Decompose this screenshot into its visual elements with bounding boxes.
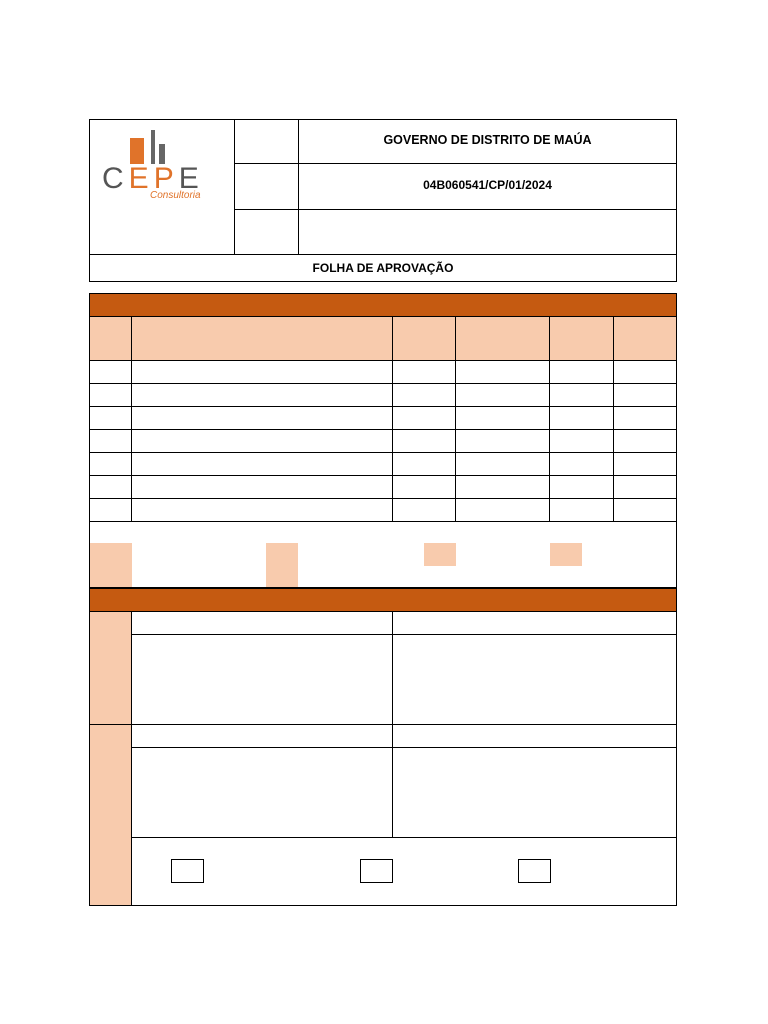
table-row: [89, 361, 677, 383]
approval-block-separator: [89, 724, 677, 725]
legend-chip-4: [550, 543, 582, 566]
legend-chip-3: [424, 543, 456, 566]
revision-col-header-3: [393, 317, 455, 360]
approval-checkbox-2[interactable]: [360, 859, 393, 883]
logo-bar-orange: [130, 138, 144, 164]
table-row: [89, 384, 677, 406]
approval-header-bar-line: [89, 611, 677, 612]
table-row: [89, 407, 677, 429]
approval-checkbox-3[interactable]: [518, 859, 551, 883]
logo-brand-text: CEPE: [102, 162, 204, 195]
revision-col-header-6: [614, 317, 676, 360]
table-row: [89, 453, 677, 475]
approval-checkbox-1[interactable]: [171, 859, 204, 883]
revision-col-header-1: [90, 317, 131, 360]
revision-col-header-5: [550, 317, 613, 360]
document-title: GOVERNO DE DISTRITO DE MAÚA: [383, 133, 592, 147]
revision-col-header-2: [132, 317, 392, 360]
logo-bar-grey-2: [159, 144, 165, 164]
approval-block2-name-line: [131, 747, 677, 748]
revision-col-header-4: [456, 317, 549, 360]
approval-side-label-2: [90, 725, 131, 905]
approval-section-header-bar: [90, 589, 676, 611]
document-subtitle: FOLHA DE APROVAÇÃO: [312, 261, 454, 275]
approval-block2-bottom-line: [131, 837, 677, 838]
document-title-cell: [298, 119, 677, 163]
document-code: 04B060541/CP/01/2024: [423, 178, 552, 192]
table-row: [89, 430, 677, 452]
revision-row-line-7: [89, 521, 677, 522]
table-row: [89, 499, 677, 521]
legend-chip-2: [266, 543, 298, 587]
header-row-line-2: [234, 209, 677, 210]
document-subtitle-cell: [89, 254, 677, 282]
approval-block1-name-line: [131, 634, 677, 635]
approval-side-label-1: [90, 612, 131, 724]
approval-side-line: [131, 611, 132, 906]
document-code-cell: [298, 163, 677, 209]
header-divider-logo: [234, 119, 235, 254]
logo-bar-grey-1: [151, 130, 155, 164]
table-row: [89, 476, 677, 498]
legend-chip-1: [90, 543, 132, 587]
revision-section-header-bar: [90, 294, 676, 316]
logo-tagline: Consultoria: [150, 190, 201, 201]
company-logo: [96, 126, 208, 202]
